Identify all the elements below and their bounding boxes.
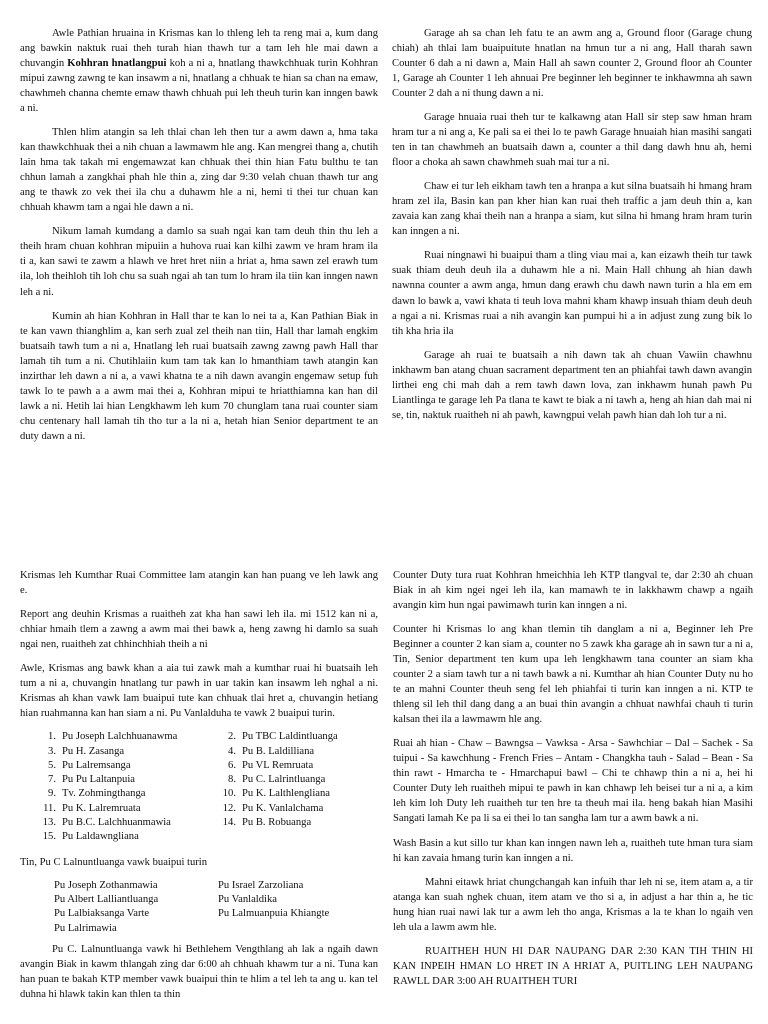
- paragraph: Thlen hlim atangin sa leh thlai chan leh then tur a awm dawn a, hma taka kan thawkchhuak thei a nih chuan a lawmawm hle ang. Kan mengrei thang a, chutih lain hma tak takah mi engemawzat kan chhuak thei thin hian Fatu bulthu te tan chhun lamah a zangkhai phah hle thin a, zing dar 9:30 velah chuan thawh tur ang ang te thawk zo vek thei ila chu a duhawm hle a ni, hemi ti thei tur chuan kan chhuah khawm tam a ngai hle dawn a ni.: [20, 127, 378, 214]
- paragraph: Garage ah ruai te buatsaih a nih dawn tak ah chuan Vawiin chawhnu inkhawm ban atang chuan sacrament department ten an phiahfai tawh dawn avangin lirthei eng chi mah dah a rem tawh dawn lova, zan inkhawm hunah pawh Pu Liantlinga te garage leh Pa tlana te kawt te biak a ni tawh a, heng ah hian dah mai ni se, tin, naktuk ruaitheh ni ah pawh, kawngpui velah pawh hian dah loh tur a ni.: [392, 349, 752, 421]
- bottom-left-column: [20, 568, 378, 1011]
- name-item: Pu Joseph Zothanmawia: [54, 879, 158, 891]
- name-item: 6. Pu VL Remruata: [228, 759, 314, 771]
- paragraph: Mahni eitawk hriat chungchangah kan infuih thar leh ni se, item atam a, a tir atanga kan suah nghek chuan, item atam ve tho si a, in adjust a har thin a, he tic hung hian ruai nawi lak tur a awm leh tho anga, Krismas a la te khan lo ngaih ven leh ula a lawm awm hle.: [393, 876, 753, 933]
- paragraph: [20, 26, 378, 116]
- name-item: 8. Pu C. Lalrintluanga: [228, 774, 326, 786]
- name-item: 7. Pu Pu Laltanpuia: [48, 774, 135, 786]
- paragraph: Tin, Pu C Lalnuntluanga vawk buaipui turin: [20, 856, 208, 868]
- name-item: 15. Pu Laldawngliana: [42, 831, 139, 843]
- bold-term: Kohhran hnatlangpui: [67, 58, 167, 70]
- paragraph: RUAITHEH HUN HI DAR NAUPANG DAR 2:30 KAN TIH THIN HI KAN INPEIH HMAN LO HRET IN A HRIAT A, PUITLING LEH NAUPANG RAWLL DAR 3:00 AH RUAITHEH TURI: [393, 945, 753, 987]
- paragraph: Kumin ah hian Kohhran in Hall thar te kan lo nei ta a, Kan Pathian Biak in te kan vawn thianghlim a, kan serh zual zel theih nan tiin, Hall thar lamah engkim buatsaih tawh tum a ni a, Hnatlang leh ruai buatsaih zawng zawng pawh Hall thar lamah tih tum a ni. Chutihlaiin kum tam tak kan lo hmanthiam tawh atangin kan inzirthar leh dawn a ni a, a vawi khatna te a nih dawn avangin engemaw setup fuh tawk lo te pawh a a awm mai thei a, Kohhran mipui te hriatthiamna kan han dil lawk a ni. Hetih lai hian Lengkhawm leh kum 70 chunglam tana ruai counter siam chu centenary hall lamah tih tho tur a la ni a, hetah hian Senior department te an duty dawn a ni.: [20, 310, 378, 442]
- name-item: 10. Pu K. Lalthlengliana: [222, 788, 330, 800]
- name-item: Pu Lalmuanpuia Khiangte: [218, 908, 330, 920]
- paragraph: Ruai ningnawi hi buaipui tham a tling viau mai a, kan eizawh theih tur tawk suak thiam deuh deuh ila a duhawm hle a ni. Main Hall chhung ah hian dawh nawnna counter a awm anga, hmun dang erawh chu dawh nawn turin a hla em em dawn lo bawk a, vawi khata ti teuh lova mahni kham khawp insuah thiam deuh deuh a ngai a ni. Krismas ruai a nih avangin kan pumpui hi a in adjust zung zung bik lo tih kha hria ila: [392, 250, 752, 337]
- paragraph: Garage ah sa chan leh fatu te an awm ang a, Ground floor (Garage chung chiah) ah thlai lam buaipuitute hnatlan na hmun tur a ni ang, Hall tharah sawn Counter 6 dah a ni dawn a, Main Hall ah sawn counter 2, Ground floor ah Counter 1, Garage ah Counter 1 leh ahnuai Pre beginner leh beginner te inkhawmna ah sawn Counter 2 dah a ni thung dawn a ni.: [392, 28, 752, 100]
- paragraph: Nikum lamah kumdang a damlo sa suah ngai kan tam deuh thin thu leh a theih hram chuan kohhran mipuiin a huhova ruai kan kilhi zawm ve hram hram ila ti a, kan sawi te zawm a hlawh ve hret hret niin a hriat a, hma sawn zel erawh tum ila, loh theihloh tih loh chu sa suah ngai ah tan tum lo hram ila tiin kan inngen nawn leh a ni.: [20, 226, 378, 298]
- name-item: 12. Pu K. Vanlalchama: [222, 802, 324, 814]
- name-item: 2. Pu TBC Laldintluanga: [228, 731, 338, 743]
- name-item: 5. Pu Lalremsanga: [48, 759, 131, 771]
- name-item: Pu Lalrimawia: [54, 922, 117, 934]
- name-item: Pu Israel Zarzoliana: [218, 879, 304, 891]
- name-item: 14. Pu B. Robuanga: [222, 817, 312, 829]
- name-item: 13. Pu B.C. Lalchhuanmawia: [42, 817, 171, 829]
- bottom-right-column: [393, 568, 753, 998]
- paragraph: Chaw ei tur leh eikham tawh ten a hranpa a kut silna buatsaih hi hmang hram hram zel ila, Basin kan pan kher hian kan ruai theh traffic a jam deuh thin a, kan zavaia kan zang khai theih nan a hranpa a siam, kut silna hi hmang hram hram turin kan inngen a ni.: [392, 181, 752, 238]
- name-item: 1. Pu Joseph Lalchhuanawma: [48, 731, 178, 743]
- names-list: [34, 730, 378, 844]
- paragraph: Garage hnuaia ruai theh tur te kalkawng atan Hall sir step saw hman hram hram tur a ni ang a, Ke pali sa ei thei lo te pawh Garage hnuaiah hian masihi sangati ten in tan chawhmeh an buatsaih dawn a, counter a thil dang dawh hnu ah, hemi floor a choka ah sawn chawhmeh suah mai tur a ni.: [392, 112, 752, 169]
- name-item: Pu Vanlaldika: [218, 893, 277, 905]
- paragraph-text: koh a ni a, hnatlang thawkchhuak turin Kohhran mipui zawng zawng te kan insawm a ni, hnatlang a chhuak te hian sa chan na emaw, chawhmeh channa chemte emaw thawh chhuah pui leh theuh turin kan inngen bawk a ni.: [20, 58, 379, 115]
- paragraph: Pu C. Lalnuntluanga vawk hi Bethlehem Vengthlang ah lak a ngaih dawn avangin Biak in kawm thlangah zing dar 6:00 ah chhuah khawm tur a ni. Tuna kan han puan te bakah KTP member vawk buaipui thin te hlim a tel leh ta ang u. kan tel duhna hi hlawk takin kan thlen ta thin: [20, 943, 378, 1000]
- top-left-column: [20, 26, 378, 453]
- name-item: Pu Lalbiaksanga Varte: [54, 908, 150, 920]
- paragraph: Wash Basin a kut sillo tur khan kan inngen nawn leh a, ruaitheh tute hman tura siam hi kan zavaia hmang turin kan inngen a ni.: [393, 837, 753, 864]
- paragraph: Report ang deuhin Krismas a ruaitheh zat kha han sawi leh ila. mi 1512 kan ni a, chhiar hmaih tlem a zawng a awm mai thei bawk a, heng zawng hi damlo sa suah ngai nen, ruaitheh zat chhinchhiah theih a ni: [20, 609, 378, 651]
- name-item: Pu Albert Lalliantluanga: [54, 893, 159, 905]
- top-right-column: [392, 26, 752, 432]
- name-item: 4. Pu B. Laldilliana: [228, 745, 315, 757]
- name-item: 9. Tv. Zohmingthanga: [48, 788, 146, 800]
- name-item: 11. Pu K. Lalremruata: [43, 802, 141, 814]
- paragraph: Counter hi Krismas lo ang khan tlemin tih danglam a ni a, Beginner leh Pre Beginner a counter 2 kan siam a, counter no 5 zawk kha garage ah in sawn tur a ni a, Tin, Senior department ten kum upa leh lengkhawm tana counter an siam kha counter 2 a siam tawh tur a ni tawh bawk a ni. Kumthar ah hian Counter Duty nu ho te an mahni Counter theuh seng fel leh phiahfai ti turin kan inngen a ni. KTP te thleng sil leh thil dang dang a an buai thin avangin a chhuat nawhfai chauh ti turin kalsan thei ila a lawmawm hle ang.: [393, 624, 753, 726]
- paragraph: Awle, Krismas ang bawk khan a aia tui zawk mah a kumthar ruai hi buatsaih leh tum a ni a, chuvangin hnatlang tur pawh in uar takin kan insawm leh nghal a ni. Krismas ah khan vawk lam buaipui tute kan chhuak tlai hret a, chuvangin hetiang hian ruahmanna kan han siam a ni. Pu Vanlalduha te vawk 2 buaipui turin.: [20, 663, 378, 720]
- name-item: 3. Pu H. Zasanga: [48, 745, 125, 757]
- paragraph-text: Awle Pathian hruaina in Krismas kan lo thleng leh ta reng mai a, kum dang ang bawkin naktuk ruai theh turah hian thawh tur a tam leh hle mai dawn a chuvangin: [20, 28, 378, 70]
- paragraph: Ruai ah hian - Chaw – Bawngsa – Vawksa - Arsa - Sawhchiar – Dal – Sachek - Sa tuipui - Sa kawchhung - French Fries – Antam - Changkha tauh - Salad – Bean - Sa thin rawt - Hmarcha te - Hmarchapui bawl – Chi te chhawp thin a ni a, hei hi Counter Duty leh ruaitheh mipui te pawh in kan chhawp leh beisei tur a ni a, a kim leh kim loh Duty leh ruaitheh tur ten hre ta theuh mai ila. heng bakah hian Masihi Sangati lamah Ke pa li sa ei thei lo tan sangha lam tur a awm bawk a ni.: [393, 738, 753, 825]
- paragraph: Counter Duty tura ruat Kohhran hmeichhia leh KTP tlangval te, dar 2:30 ah chuan Biak in ah kim ngei ngei leh ila, kan mamawh te in lakkhawm chawp a ngaih avangin kim hun ngai pawimawh turin kan inngen a ni.: [393, 570, 753, 612]
- extra-names-list: [54, 879, 378, 936]
- paragraph: Krismas leh Kumthar Ruai Committee lam atangin kan han puang ve leh lawk ang e.: [20, 570, 378, 597]
